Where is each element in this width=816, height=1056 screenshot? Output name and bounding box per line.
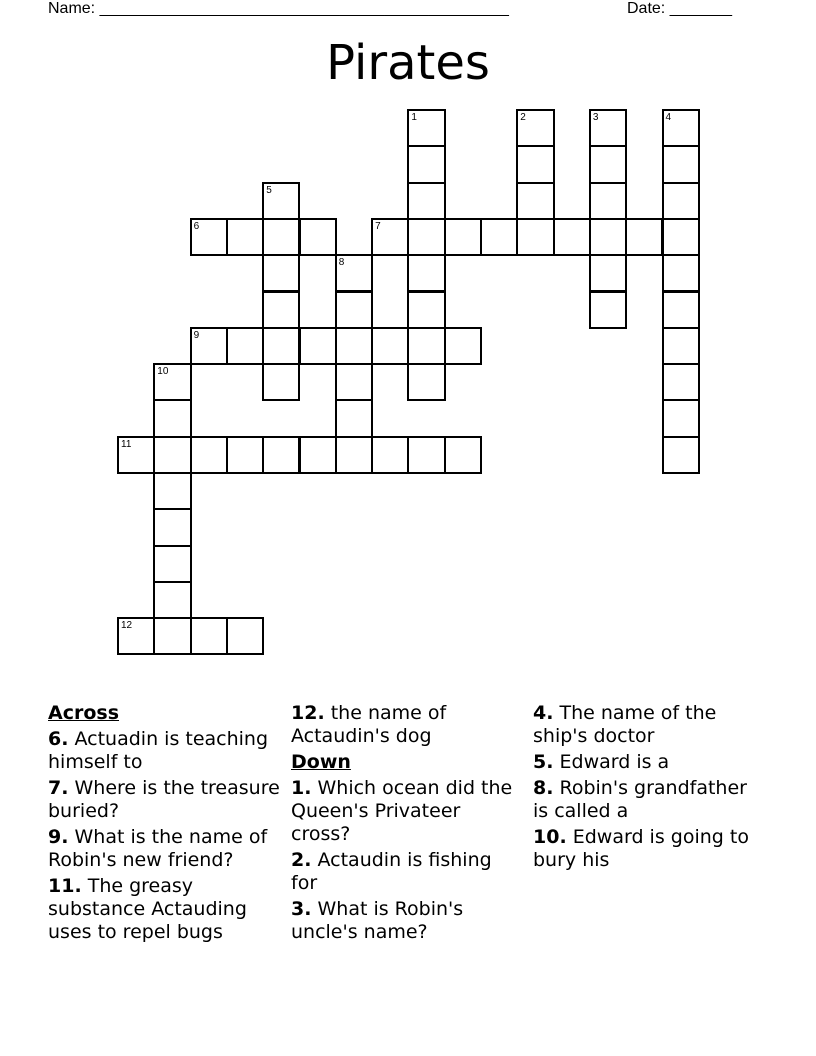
grid-cell[interactable] <box>335 291 373 329</box>
grid-cell[interactable] <box>226 327 264 365</box>
grid-cell[interactable] <box>262 327 300 365</box>
grid-cell[interactable] <box>190 436 228 474</box>
clue-text: Robin's grandfather is called a <box>533 777 747 822</box>
date-field[interactable]: Date: _______ <box>627 0 732 17</box>
cell-number: 3 <box>592 112 599 123</box>
name-field[interactable]: Name: ______________________________________________ <box>48 0 509 17</box>
grid-cell[interactable] <box>407 291 445 329</box>
grid-cell[interactable] <box>662 291 700 329</box>
clue <box>48 826 280 872</box>
grid-cell[interactable] <box>662 218 700 256</box>
grid-cell[interactable] <box>589 145 627 183</box>
grid-cell[interactable] <box>589 182 627 220</box>
clue-number: 8. <box>533 777 554 799</box>
clue-text: The name of the ship's doctor <box>533 702 717 747</box>
grid-cell[interactable] <box>662 182 700 220</box>
grid-cell[interactable] <box>662 145 700 183</box>
grid-cell[interactable] <box>262 254 300 292</box>
grid-cell[interactable] <box>371 327 409 365</box>
grid-cell[interactable] <box>153 581 191 619</box>
clue <box>533 777 765 823</box>
grid-cell[interactable] <box>662 363 700 401</box>
grid-cell[interactable] <box>262 291 300 329</box>
clue <box>533 702 765 748</box>
cell-number: 6 <box>193 220 200 232</box>
grid-cell[interactable] <box>153 472 191 510</box>
clue-text: Which ocean did the Queen's Privateer cross? <box>291 777 513 845</box>
clue-text: Edward is going to bury his <box>533 826 749 871</box>
grid-cell[interactable] <box>444 327 482 365</box>
grid-cell[interactable] <box>335 399 373 437</box>
clue-text: Actaudin is fishing for <box>291 849 492 894</box>
grid-cell[interactable] <box>516 145 554 183</box>
grid-cell[interactable] <box>153 399 191 437</box>
section-heading-down: Down <box>291 751 351 773</box>
clue <box>291 898 523 944</box>
grid-cell[interactable] <box>153 508 191 546</box>
grid-cell[interactable] <box>407 327 445 365</box>
clue-column-2 <box>291 702 523 947</box>
grid-cell[interactable] <box>226 436 264 474</box>
grid-cell[interactable] <box>589 218 627 256</box>
grid-cell[interactable] <box>516 218 554 256</box>
cell-number: 4 <box>665 112 672 123</box>
clue <box>291 849 523 895</box>
grid-cell[interactable] <box>190 617 228 655</box>
clue-text: The greasy substance Actauding uses to repel bugs <box>48 875 247 943</box>
grid-cell[interactable] <box>153 436 191 474</box>
clue-number: 5. <box>533 751 554 773</box>
grid-cell[interactable] <box>662 254 700 292</box>
grid-cell[interactable] <box>589 291 627 329</box>
grid-cell[interactable] <box>262 436 300 474</box>
clue-text: the name of Actaudin's dog <box>291 702 447 747</box>
grid-cell[interactable] <box>662 327 700 365</box>
grid-cell[interactable] <box>153 617 191 655</box>
grid-cell[interactable] <box>516 182 554 220</box>
grid-cell[interactable] <box>589 254 627 292</box>
grid-cell[interactable] <box>299 218 337 256</box>
clue-number: 1. <box>291 777 312 799</box>
grid-cell[interactable] <box>553 218 591 256</box>
grid-cell[interactable] <box>444 218 482 256</box>
clue-column-1 <box>48 702 280 947</box>
grid-cell[interactable] <box>662 436 700 474</box>
clue-number: 6. <box>48 728 69 750</box>
grid-cell[interactable] <box>407 218 445 256</box>
cell-number: 1 <box>411 112 417 123</box>
grid-cell[interactable] <box>407 145 445 183</box>
clue-number: 7. <box>48 777 69 799</box>
cell-number: 2 <box>520 112 526 123</box>
grid-cell[interactable] <box>407 363 445 401</box>
cell-number: 7 <box>375 220 381 232</box>
clue <box>291 702 523 748</box>
cell-number: 11 <box>121 438 132 450</box>
clue-number: 2. <box>291 849 312 871</box>
clue-column-3 <box>533 702 765 875</box>
cell-number: 12 <box>121 620 133 632</box>
clue <box>533 826 765 872</box>
clue-text: Where is the treasure buried? <box>48 777 280 822</box>
grid-cell[interactable] <box>335 327 373 365</box>
section-heading-across: Across <box>48 702 120 724</box>
grid-cell[interactable] <box>371 436 409 474</box>
grid-cell[interactable] <box>444 436 482 474</box>
grid-cell[interactable] <box>480 218 518 256</box>
grid-cell[interactable] <box>226 218 264 256</box>
grid-cell[interactable] <box>335 363 373 401</box>
clue-number: 9. <box>48 826 69 848</box>
clue <box>533 751 765 774</box>
grid-cell[interactable] <box>407 254 445 292</box>
cell-number: 9 <box>193 329 200 341</box>
clue-text: Actuadin is teaching himself to <box>48 728 269 773</box>
grid-cell[interactable] <box>262 363 300 401</box>
grid-cell[interactable] <box>153 545 191 583</box>
clue <box>291 777 523 846</box>
clue <box>48 777 280 823</box>
cell-number: 10 <box>157 366 169 378</box>
grid-cell[interactable] <box>625 218 663 256</box>
cell-number: 8 <box>338 257 345 269</box>
page-title: Pirates <box>326 35 490 91</box>
grid-cell[interactable] <box>407 436 445 474</box>
clue-number: 11. <box>48 875 82 897</box>
grid-cell[interactable] <box>226 617 264 655</box>
clue-text: What is Robin's uncle's name? <box>291 898 464 943</box>
grid-cell[interactable] <box>335 436 373 474</box>
grid-cell[interactable] <box>299 436 337 474</box>
grid-cell[interactable] <box>407 182 445 220</box>
clue-text: Edward is a <box>559 751 670 773</box>
clue-number: 3. <box>291 898 312 920</box>
grid-cell[interactable] <box>662 399 700 437</box>
clue-text: What is the name of Robin's new friend? <box>48 826 268 871</box>
clue-number: 10. <box>533 826 567 848</box>
grid-cell[interactable] <box>299 327 337 365</box>
clue-number: 12. <box>291 702 325 724</box>
clue <box>48 728 280 774</box>
clue <box>48 875 280 944</box>
grid-cell[interactable] <box>262 218 300 256</box>
clue-number: 4. <box>533 702 554 724</box>
cell-number: 5 <box>266 184 272 196</box>
